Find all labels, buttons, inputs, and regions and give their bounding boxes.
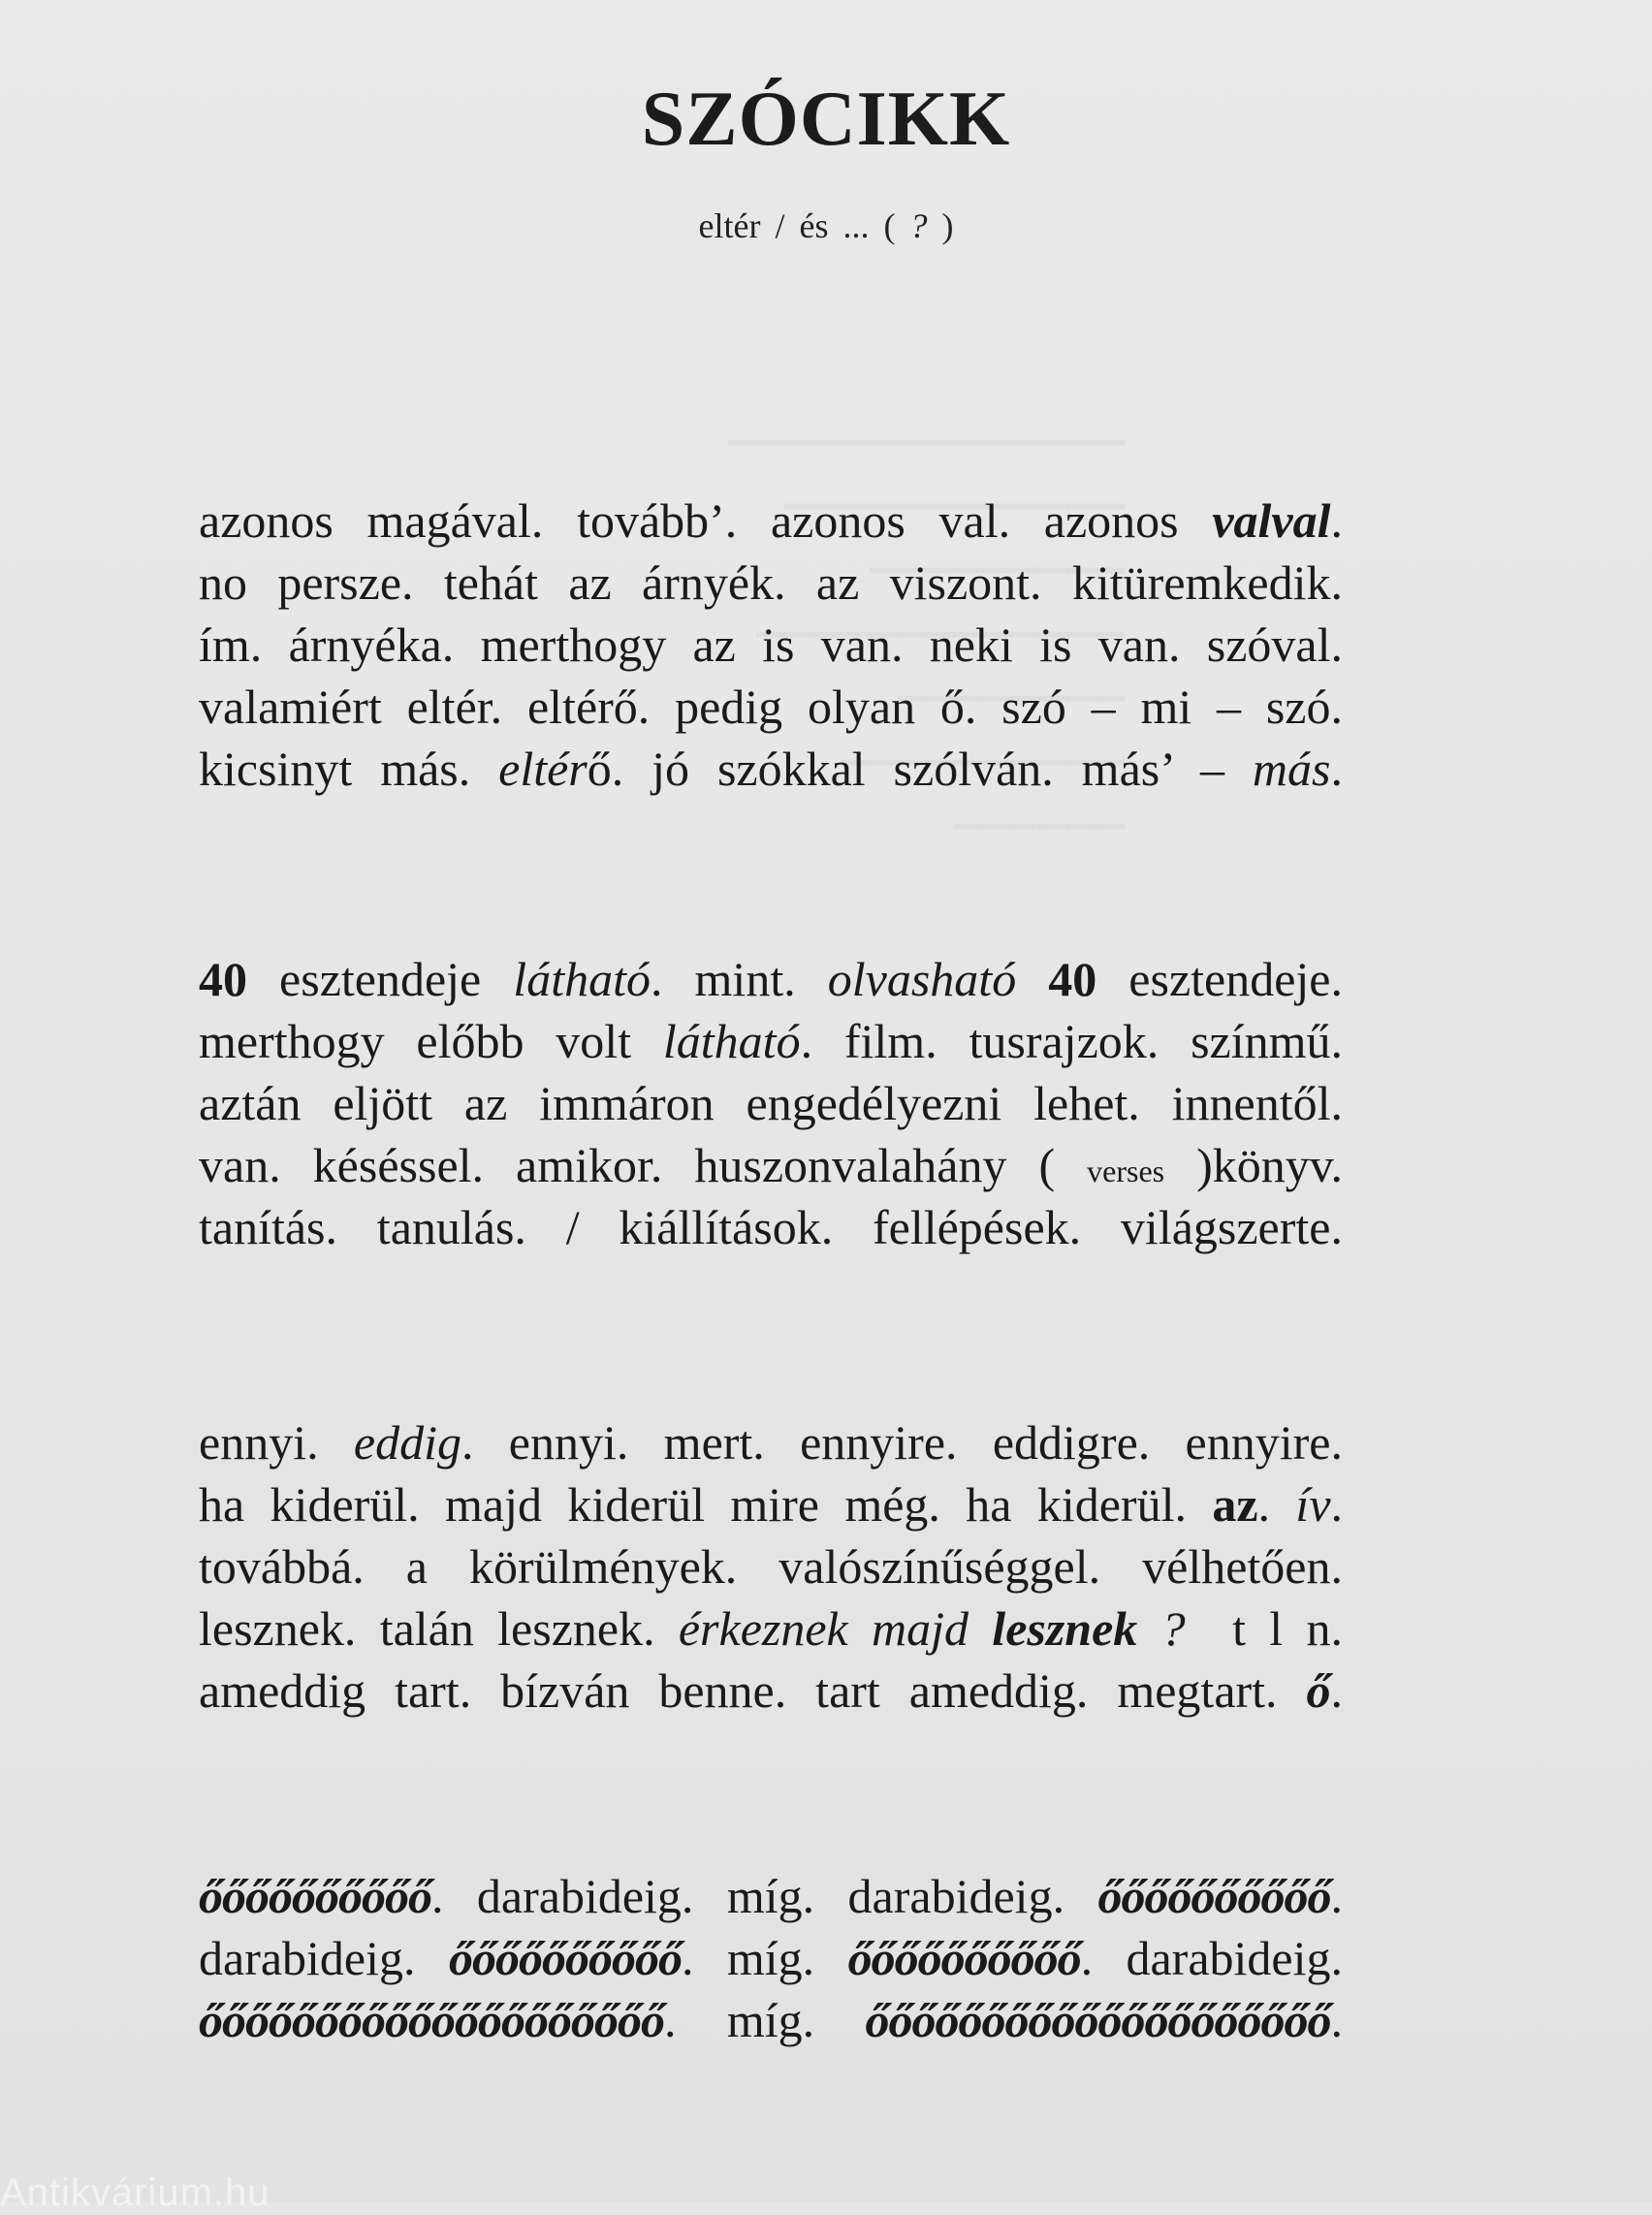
text-run: ameddig tart. bízván benne. tart ameddig. megtart. — [199, 1663, 1307, 1718]
stanza-4-line-1 — [199, 1865, 1343, 1927]
text-run: . film. tusrajzok. színmű. — [800, 1014, 1343, 1068]
stanza-4 — [199, 1865, 1343, 2051]
subtitle-ellipsis: ... — [842, 206, 870, 245]
emphasis-italic: eltér — [498, 742, 588, 796]
stanza-4-line-3 — [199, 1989, 1343, 2051]
stanza-2-line-3: aztán eljött az immáron engedélyezni lehet. innentől. — [199, 1076, 1343, 1130]
repeated-o-run: őőőőőőőőőő — [1097, 1869, 1331, 1923]
text-run: merthogy előbb volt — [199, 1014, 663, 1068]
emphasis-italic: más — [1252, 742, 1331, 796]
text-run: . darabideig. míg. darabideig. — [431, 1869, 1098, 1923]
subtitle-paren-close: ) — [941, 206, 954, 245]
repeated-o-run: őőőőőőőőőő — [448, 1931, 682, 1985]
text-run: azonos magával. tovább’. azonos val. azonos — [199, 493, 1213, 548]
text-run: . — [1330, 1663, 1343, 1718]
stanza-2-line-5: tanítás. tanulás. / kiállítások. fellépések. világszerte. — [199, 1200, 1343, 1254]
subtitle-question: ? — [909, 206, 928, 245]
small-text: verses — [1087, 1154, 1165, 1188]
text-run: . — [1330, 742, 1343, 796]
stanza-2-line-2 — [199, 1010, 1343, 1072]
stanza-3-line-2 — [199, 1473, 1343, 1535]
stanza-1-line-4: valamiért eltér. eltérő. pedig olyan ő. szó – mi – szó. — [199, 680, 1343, 734]
text-run: van. késéssel. amikor. huszonvalahány ( — [199, 1138, 1088, 1192]
subtitle-slash: / — [775, 206, 785, 245]
text-run: ő — [587, 742, 612, 796]
text-run: kicsinyt más. — [199, 742, 499, 796]
page-subtitle — [0, 206, 1652, 246]
text-run: . — [1330, 493, 1343, 548]
stanza-4-line-2 — [199, 1927, 1343, 1989]
text-run: t l n. — [1185, 1601, 1343, 1656]
emphasis-bold: 40 — [199, 952, 247, 1006]
emphasis-italic: látható — [513, 952, 651, 1006]
text-run: esztendeje. — [1096, 952, 1343, 1006]
text-run: . — [1330, 1869, 1343, 1923]
text-run: darabideig. — [199, 1931, 449, 1985]
text-run: lesznek. talán lesznek. — [199, 1601, 679, 1656]
emphasis-italic: látható — [662, 1014, 801, 1068]
stanza-3-line-3: továbbá. a körülmények. valószínűséggel. vélhetően. — [199, 1539, 1343, 1594]
emphasis-italic: ív — [1295, 1477, 1331, 1532]
text-run: . — [1257, 1477, 1296, 1532]
text-run: . — [1330, 1993, 1343, 2047]
emphasis-italic: ? — [1137, 1601, 1186, 1656]
stanza-2-line-1 — [199, 948, 1343, 1010]
repeated-o-run: őőőőőőőőőő — [847, 1931, 1081, 1985]
repeated-o-run: őőőőőőőőőőőőőőőőőőőő — [865, 1993, 1331, 2047]
text-run: . darabideig. — [1080, 1931, 1343, 1985]
text-run: . ennyi. mert. ennyire. eddigre. ennyire. — [461, 1415, 1343, 1470]
text-run: ennyi. — [199, 1415, 354, 1470]
stanza-1-line-5 — [199, 738, 1343, 800]
text-run: ha kiderül. majd kiderül mire még. ha kiderül. — [199, 1477, 1213, 1532]
emphasis-bold-italic: lesznek — [992, 1601, 1138, 1656]
text-run: )könyv. — [1164, 1138, 1344, 1192]
emphasis-bold-italic: valval — [1212, 493, 1331, 548]
stanza-2-line-4 — [199, 1134, 1343, 1196]
text-run: . — [1330, 1477, 1344, 1532]
watermark: Antikvárium.hu — [0, 2171, 270, 2214]
emphasis-bold: az — [1212, 1477, 1258, 1532]
repeated-o-run: őőőőőőőőőőőőőőőőőőőő — [199, 1993, 664, 2047]
stanza-1-line-1 — [199, 490, 1343, 552]
stanza-1-line-2: no persze. tehát az árnyék. az viszont. kitüremkedik. — [199, 555, 1343, 610]
text-run: . mint. — [650, 952, 828, 1006]
emphasis-italic: olvasható — [827, 952, 1017, 1006]
repeated-o-run: őőőőőőőőőő — [199, 1869, 431, 1923]
subtitle-paren-open: ( — [883, 206, 896, 245]
text-run: . míg. — [681, 1931, 848, 1985]
page-title: SZÓCIKK — [641, 77, 1011, 162]
stanza-1 — [199, 490, 1343, 800]
stanza-1-line-3: ím. árnyéka. merthogy az is van. neki is van. szóval. — [199, 617, 1343, 672]
emphasis-italic: érkeznek majd — [678, 1601, 993, 1656]
stanza-3 — [199, 1411, 1343, 1722]
text-run — [1016, 952, 1048, 1006]
emphasis-italic: eddig — [353, 1415, 461, 1470]
stanza-3-line-1 — [199, 1411, 1343, 1473]
stanza-3-line-4 — [199, 1598, 1343, 1660]
subtitle-word-elter: eltér — [698, 206, 761, 245]
text-run: esztendeje — [247, 952, 514, 1006]
stanza-3-line-5 — [199, 1660, 1343, 1722]
subtitle-word-es: és — [799, 206, 829, 245]
stanza-2 — [199, 948, 1343, 1258]
text-run: . míg. — [664, 1993, 866, 2047]
emphasis-bold: 40 — [1048, 952, 1097, 1006]
text-run: . jó szókkal szólván. más’ – — [611, 742, 1253, 796]
emphasis-bold-italic: ő — [1306, 1663, 1331, 1718]
